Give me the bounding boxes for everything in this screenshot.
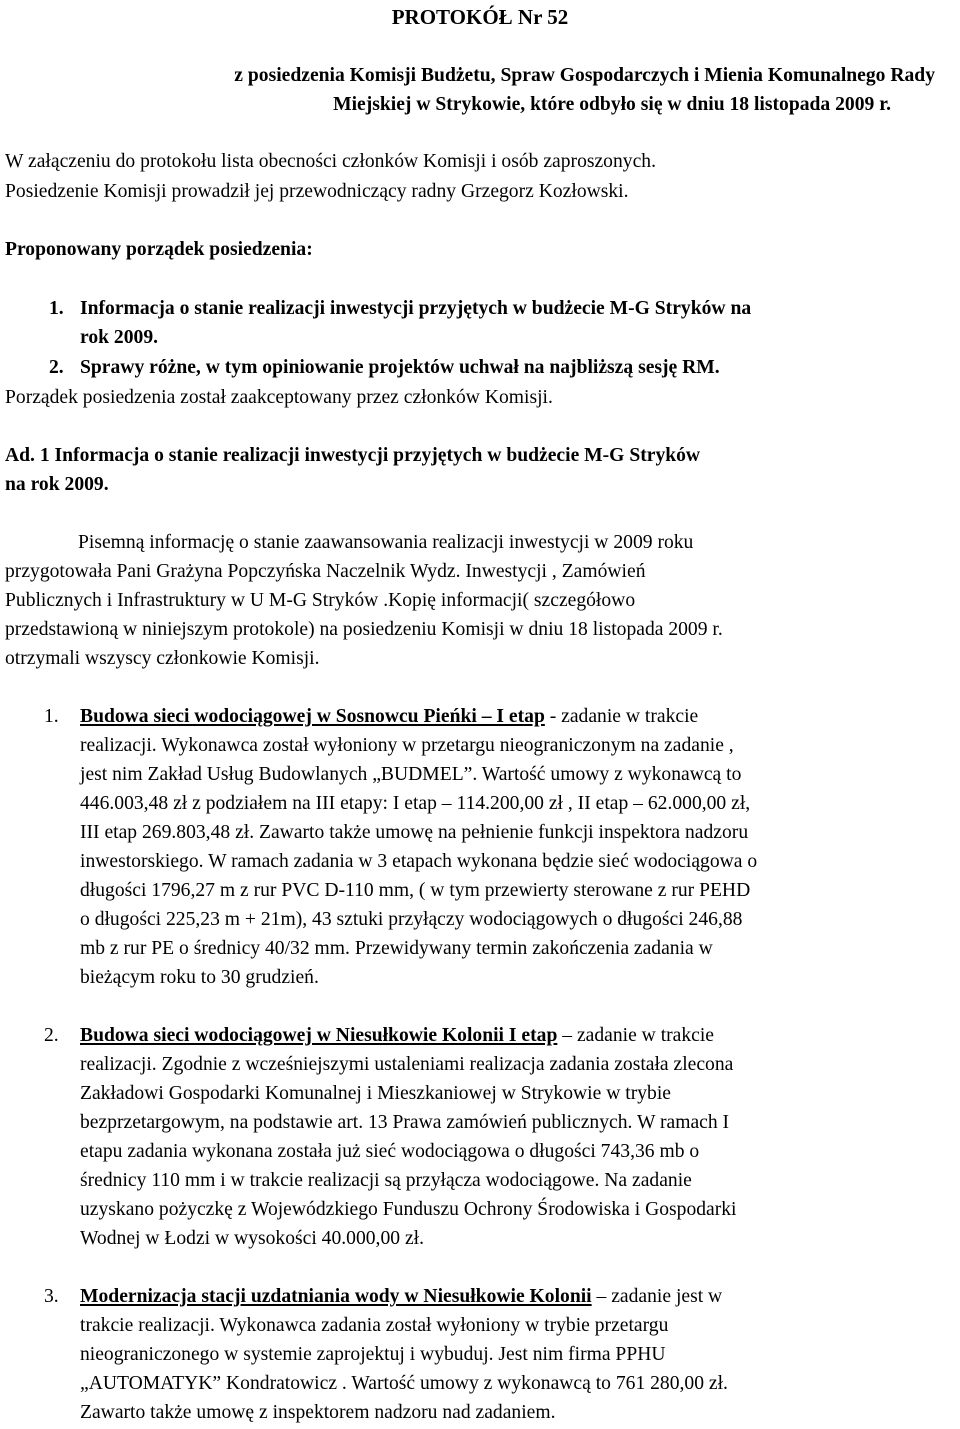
agenda-item-1-line-1: Informacja o stanie realizacji inwestycji przyjętych w budżecie M-G Stryków na	[80, 298, 752, 319]
paragraph-line-4: przedstawioną w niniejszym protokole) na posiedzeniu Komisji w dniu 18 listopada 2009 r.	[5, 619, 723, 640]
investment-number: 3.	[44, 1286, 59, 1307]
investment-2-line: Wodnej w Łodzi w wysokości 40.000,00 zł.	[80, 1228, 424, 1249]
agenda-item-2-line-1: Sprawy różne, w tym opiniowanie projektów uchwał na najbliższą sesję RM.	[80, 357, 720, 378]
agenda-item-number: 2.	[49, 357, 64, 378]
agenda-accepted: Porządek posiedzenia został zaakceptowany przez członków Komisji.	[5, 387, 553, 408]
investment-2-line: średnicy 110 mm i w trakcie realizacji są przyłącza wodociągowe. Na zadanie	[80, 1170, 692, 1191]
investment-1-title: Budowa sieci wodociągowej w Sosnowcu Pieńki – I etap	[80, 706, 545, 727]
subtitle-line-1: z posiedzenia Komisji Budżetu, Spraw Gospodarczych i Mienia Komunalnego Rady	[234, 65, 935, 86]
investment-3-line: Zawarto także umowę z inspektorem nadzoru nad zadaniem.	[80, 1402, 556, 1423]
intro-line-1: W załączeniu do protokołu lista obecności członków Komisji i osób zaproszonych.	[5, 151, 656, 172]
investment-2-title-line	[80, 1024, 714, 1048]
investment-3-line: „AUTOMATYK” Kondratowicz . Wartość umowy z wykonawcą to 761 280,00 zł.	[80, 1373, 728, 1394]
investment-number: 1.	[44, 706, 59, 727]
subtitle-line-2: Miejskiej w Strykowie, które odbyło się w dniu 18 listopada 2009 r.	[333, 94, 891, 115]
paragraph-line-3: Publicznych i Infrastruktury w U M-G Stryków .Kopię informacji( szczegółowo	[5, 590, 636, 611]
investment-1-title-suffix: - zadanie w trakcie	[544, 706, 699, 727]
investment-2-line: realizacji. Zgodnie z wcześniejszymi ustaleniami realizacja zadania została zlecona	[80, 1054, 734, 1075]
intro-line-2: Posiedzenie Komisji prowadził jej przewodniczący radny Grzegorz Kozłowski.	[5, 181, 629, 202]
ad1-heading-line-2: na rok 2009.	[5, 474, 109, 495]
paragraph-line-1: Pisemną informację o stanie zaawansowania realizacji inwestycji w 2009 roku	[78, 532, 694, 553]
investment-number: 2.	[44, 1025, 59, 1046]
investment-2-line: etapu zadania wykonana została już sieć wodociągowa o długości 743,36 mb o	[80, 1141, 700, 1162]
investment-1-line: inwestorskiego. W ramach zadania w 3 etapach wykonana będzie sieć wodociągowa o	[80, 851, 758, 872]
investment-1-line: długości 1796,27 m z rur PVC D-110 mm, ( w tym przewierty sterowane z rur PEHD	[80, 880, 751, 901]
investment-3-title: Modernizacja stacji uzdatniania wody w Niesułkowie Kolonii	[80, 1286, 592, 1307]
document-title: PROTOKÓŁ Nr 52	[391, 5, 569, 29]
agenda-item-number: 1.	[49, 298, 64, 319]
investment-1-line: mb z rur PE o średnicy 40/32 mm. Przewidywany termin zakończenia zadania w	[80, 938, 713, 959]
investment-2-line: bezprzetargowym, na podstawie art. 13 Prawa zamówień publicznych. W ramach I	[80, 1112, 730, 1133]
paragraph-line-5: otrzymali wszyscy członkowie Komisji.	[5, 648, 320, 669]
investment-3-title-suffix: – zadanie jest w	[591, 1286, 723, 1307]
investment-1-line: 446.003,48 zł z podziałem na III etapy: I etap – 114.200,00 zł , II etap – 62.000,00 zł,	[80, 793, 751, 814]
investment-3-line: nieograniczonego w systemie zaprojektuj i wybuduj. Jest nim firma PPHU	[80, 1344, 666, 1365]
investment-2-title: Budowa sieci wodociągowej w Niesułkowie Kolonii I etap	[80, 1025, 558, 1046]
investment-1-title-line	[80, 705, 698, 729]
investment-3-line: trakcie realizacji. Wykonawca zadania został wyłoniony w trybie przetargu	[80, 1315, 669, 1336]
paragraph-line-2: przygotowała Pani Grażyna Popczyńska Naczelnik Wydz. Inwestycji , Zamówień	[5, 561, 646, 582]
investment-2-title-suffix: – zadanie w trakcie	[557, 1025, 715, 1046]
investment-1-line: realizacji. Wykonawca został wyłoniony w przetargu nieograniczonym na zadanie ,	[80, 735, 734, 756]
investment-2-line: Zakładowi Gospodarki Komunalnej i Mieszkaniowej w Strykowie w trybie	[80, 1083, 671, 1104]
investment-2-line: uzyskano pożyczkę z Wojewódzkiego Funduszu Ochrony Środowiska i Gospodarki	[80, 1199, 737, 1220]
investment-1-line: o długości 225,23 m + 21m), 43 sztuki przyłączy wodociągowych o długości 246,88	[80, 909, 743, 930]
investment-1-line: III etap 269.803,48 zł. Zawarto także umowę na pełnienie funkcji inspektora nadzoru	[80, 822, 749, 843]
investment-1-line: bieżącym roku to 30 grudzień.	[80, 967, 319, 988]
agenda-item-1-line-2: rok 2009.	[80, 327, 159, 348]
investment-3-title-line	[80, 1285, 722, 1309]
agenda-heading: Proponowany porządek posiedzenia:	[5, 239, 313, 260]
investment-1-line: jest nim Zakład Usług Budowlanych „BUDMEL”. Wartość umowy z wykonawcą to	[80, 764, 742, 785]
ad1-heading-line-1: Ad. 1 Informacja o stanie realizacji inwestycji przyjętych w budżecie M-G Stryków	[5, 445, 701, 466]
